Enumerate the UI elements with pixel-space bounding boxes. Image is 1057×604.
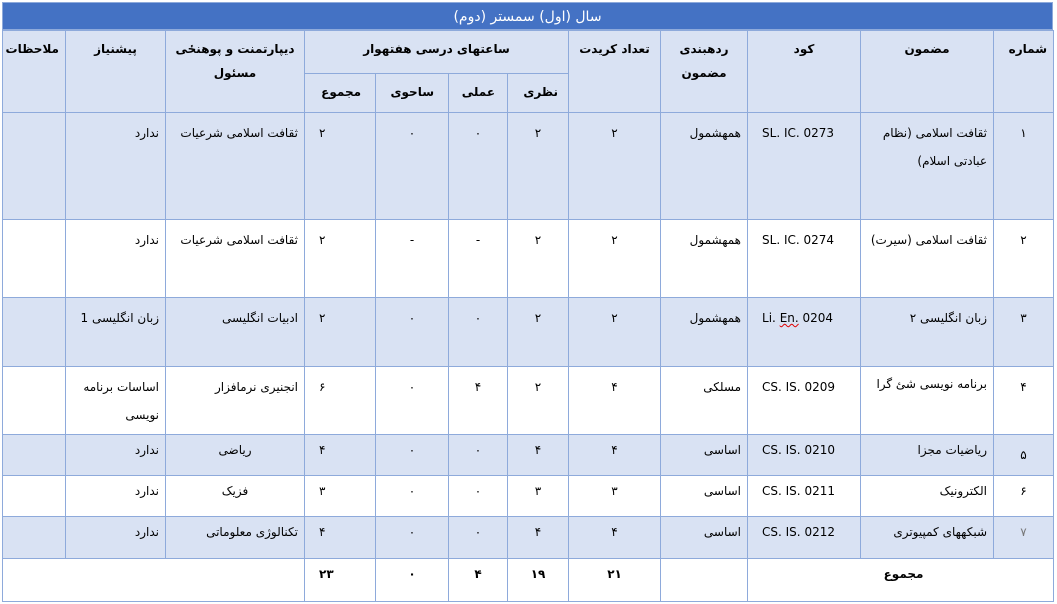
row-number: ۳ xyxy=(994,298,1054,367)
row-total: ۲ xyxy=(305,113,376,220)
code-prefix: Li. xyxy=(762,311,776,325)
row-subject: شبکههای کمپیوتری xyxy=(861,517,994,559)
row-total: ۴ xyxy=(305,517,376,559)
header-number: شماره xyxy=(994,31,1054,113)
row-code xyxy=(748,476,861,517)
totals-credits: ۲۱ xyxy=(569,559,661,602)
semester-title: سال (اول) سمستر (دوم) xyxy=(2,2,1053,30)
code-prefix: SL. IC. xyxy=(762,233,800,247)
row-theory: ۴ xyxy=(508,435,569,476)
row-subject: الکترونیک xyxy=(861,476,994,517)
code-prefix: CS. IS. xyxy=(762,525,801,539)
row-department: انجنیری نرمافزار xyxy=(166,367,305,435)
totals-row xyxy=(3,559,1054,602)
row-remarks xyxy=(3,517,66,559)
row-theory: ۳ xyxy=(508,476,569,517)
row-department: ثقافت اسلامی شرعیات xyxy=(166,220,305,298)
row-theory: ۲ xyxy=(508,220,569,298)
row-code xyxy=(748,220,861,298)
header-subject: مضمون xyxy=(861,31,994,113)
row-prerequisite: ندارد xyxy=(66,435,166,476)
header-practical: عملی xyxy=(449,74,508,113)
totals-empty-category xyxy=(661,559,748,602)
header-credits: تعداد کریدت xyxy=(569,31,661,113)
row-number: ۶ xyxy=(994,476,1054,517)
totals-theory: ۱۹ xyxy=(508,559,569,602)
table-row xyxy=(3,220,1054,298)
row-category: اساسی xyxy=(661,476,748,517)
code-spell-flagged: En. xyxy=(779,311,799,325)
row-practical: ۰ xyxy=(449,435,508,476)
row-number: ۷ xyxy=(994,517,1054,559)
row-remarks xyxy=(3,220,66,298)
row-number: ۵ xyxy=(994,435,1054,476)
row-prerequisite: اساسات برنامه نویسی xyxy=(66,367,166,435)
header-remarks: ملاحظات xyxy=(3,31,66,113)
row-category: مسلکی xyxy=(661,367,748,435)
totals-total: ۲۳ xyxy=(305,559,376,602)
header-code: کود xyxy=(748,31,861,113)
row-remarks xyxy=(3,435,66,476)
totals-label: مجموع xyxy=(748,559,1054,602)
row-subject: ثقافت اسلامی (نظام عبادتی اسلام) xyxy=(861,113,994,220)
row-code xyxy=(748,298,861,367)
row-field: ۰ xyxy=(376,367,449,435)
row-category: همهشمول xyxy=(661,298,748,367)
code-prefix: SL. IC. xyxy=(762,126,800,140)
row-prerequisite: ندارد xyxy=(66,476,166,517)
row-remarks xyxy=(3,298,66,367)
code-number: 0204 xyxy=(802,311,834,325)
code-prefix: CS. IS. xyxy=(762,484,801,498)
header-department: دیپارتمنت و پوهنځی مسئول xyxy=(166,31,305,113)
header-total: مجموع xyxy=(305,74,376,113)
code-number: 0210 xyxy=(804,443,835,457)
totals-empty-rest xyxy=(3,559,305,602)
table-row xyxy=(3,476,1054,517)
row-field: ۰ xyxy=(376,476,449,517)
row-credits: ۴ xyxy=(569,435,661,476)
row-remarks xyxy=(3,113,66,220)
row-theory: ۴ xyxy=(508,517,569,559)
row-field: ۰ xyxy=(376,113,449,220)
row-prerequisite: ندارد xyxy=(66,113,166,220)
totals-field: ۰ xyxy=(376,559,449,602)
row-total: ۴ xyxy=(305,435,376,476)
row-department: ادبیات انگلیسی xyxy=(166,298,305,367)
header-category: ردهبندی مضمون xyxy=(661,31,748,113)
table-row xyxy=(3,517,1054,559)
header-field: ساحوی xyxy=(376,74,449,113)
row-credits: ۲ xyxy=(569,220,661,298)
row-subject: زبان انگلیسی ۲ xyxy=(861,298,994,367)
row-code xyxy=(748,435,861,476)
row-subject: ریاضیات مجزا xyxy=(861,435,994,476)
code-number: 0209 xyxy=(804,380,835,394)
row-subject: ثقافت اسلامی (سیرت) xyxy=(861,220,994,298)
row-remarks xyxy=(3,476,66,517)
row-number: ۱ xyxy=(994,113,1054,220)
row-credits: ۳ xyxy=(569,476,661,517)
row-field: ۰ xyxy=(376,298,449,367)
row-field: ۰ xyxy=(376,435,449,476)
row-code xyxy=(748,113,861,220)
row-practical: ۴ xyxy=(449,367,508,435)
row-department: فزیک xyxy=(166,476,305,517)
row-total: ۲ xyxy=(305,298,376,367)
row-practical: ۰ xyxy=(449,298,508,367)
code-number: 0212 xyxy=(804,525,835,539)
row-department: ریاضی xyxy=(166,435,305,476)
row-code xyxy=(748,367,861,435)
code-prefix: CS. IS. xyxy=(762,443,801,457)
table-row xyxy=(3,113,1054,220)
code-number: 0273 xyxy=(803,126,835,140)
header-weekly-hours: ساعتهای درسی هفتهوار xyxy=(305,31,569,74)
code-prefix: CS. IS. xyxy=(762,380,801,394)
code-number: 0274 xyxy=(803,233,835,247)
row-theory: ۲ xyxy=(508,367,569,435)
row-prerequisite: ندارد xyxy=(66,517,166,559)
header-theory: نظری xyxy=(508,74,569,113)
row-practical: ۰ xyxy=(449,113,508,220)
row-credits: ۲ xyxy=(569,298,661,367)
row-number: ۲ xyxy=(994,220,1054,298)
row-category: اساسی xyxy=(661,517,748,559)
row-credits: ۴ xyxy=(569,367,661,435)
row-total: ۶ xyxy=(305,367,376,435)
row-prerequisite: ندارد xyxy=(66,220,166,298)
row-category: اساسی xyxy=(661,435,748,476)
row-practical: ۰ xyxy=(449,517,508,559)
row-remarks xyxy=(3,367,66,435)
row-practical: ۰ xyxy=(449,476,508,517)
row-theory: ۲ xyxy=(508,298,569,367)
table-row xyxy=(3,435,1054,476)
curriculum-table xyxy=(2,30,1054,602)
code-number: 0211 xyxy=(804,484,835,498)
totals-practical: ۴ xyxy=(449,559,508,602)
row-credits: ۲ xyxy=(569,113,661,220)
row-category: همهشمول xyxy=(661,220,748,298)
table-row xyxy=(3,298,1054,367)
row-subject: برنامه نویسی شئ گرا xyxy=(861,367,994,435)
row-theory: ۲ xyxy=(508,113,569,220)
row-code xyxy=(748,517,861,559)
row-credits: ۴ xyxy=(569,517,661,559)
row-prerequisite: زبان انگلیسی 1 xyxy=(66,298,166,367)
header-row xyxy=(3,31,1054,74)
row-practical: - xyxy=(449,220,508,298)
header-prerequisite: پیشنیاز xyxy=(66,31,166,113)
row-total: ۳ xyxy=(305,476,376,517)
row-department: ثقافت اسلامی شرعیات xyxy=(166,113,305,220)
row-field: ۰ xyxy=(376,517,449,559)
row-total: ۲ xyxy=(305,220,376,298)
table-row xyxy=(3,367,1054,435)
row-number: ۴ xyxy=(994,367,1054,435)
row-category: همهشمول xyxy=(661,113,748,220)
row-department: تکنالوژی معلوماتی xyxy=(166,517,305,559)
row-field: - xyxy=(376,220,449,298)
